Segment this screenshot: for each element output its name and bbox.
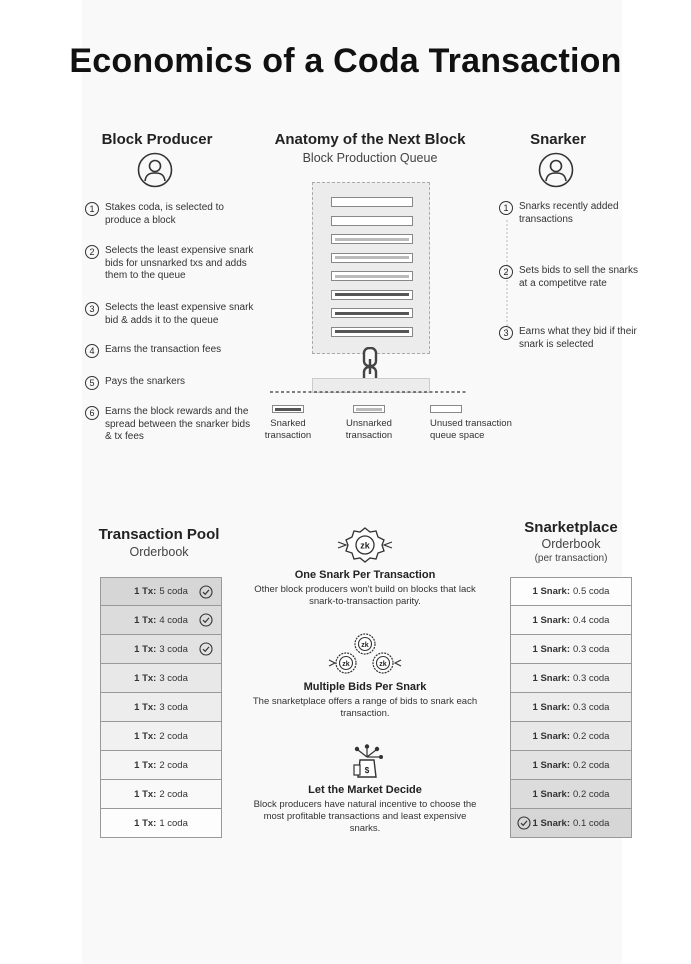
transaction-pool-orderbook	[100, 577, 222, 838]
step-number: 3	[85, 302, 99, 316]
orderbook-row	[510, 722, 632, 751]
block-producer-step	[85, 376, 257, 390]
transaction-pool-subtitle: Orderbook	[129, 545, 189, 559]
queue-slot-unsnarked	[331, 271, 413, 281]
queue-slot-snarked	[331, 290, 413, 300]
zk-label: zk	[360, 540, 370, 551]
queue-slot-fill	[335, 256, 409, 259]
step-text: Pays the snarkers	[105, 376, 186, 387]
legend-snarked-swatch	[272, 405, 304, 413]
snarker-step	[499, 265, 649, 290]
row-label: 1 Snark:	[532, 759, 571, 771]
zk-label: zk	[379, 661, 387, 668]
anatomy-subtitle: Block Production Queue	[302, 151, 438, 165]
step-number: 2	[85, 245, 99, 259]
step-text: Earns what they bid if their snark is selected	[519, 326, 637, 350]
zk-label: zk	[342, 661, 350, 668]
row-label: 1 Tx:	[134, 701, 157, 713]
orderbook-row	[510, 780, 632, 809]
snarketplace-title: Snarketplace	[524, 519, 618, 536]
feature-one-snark-title: One Snark Per Transaction	[294, 569, 436, 581]
row-value: 0.4 coda	[573, 614, 610, 626]
orderbook-row	[100, 635, 222, 664]
queue-slot-unused	[331, 197, 413, 207]
row-label: 1 Snark:	[532, 817, 571, 829]
snarker-step	[499, 201, 649, 226]
row-value: 1 coda	[159, 817, 188, 829]
block-producer-step	[85, 406, 257, 444]
orderbook-row	[100, 722, 222, 751]
block-producer-step	[85, 245, 257, 283]
orderbook-row	[100, 693, 222, 722]
row-value: 0.2 coda	[573, 759, 610, 771]
svg-text:$: $	[364, 766, 370, 775]
step-number: 6	[85, 406, 99, 420]
step-number: 4	[85, 344, 99, 358]
feature-market-decide-text: Block producers have natural incentive to choose the most profitable transactions and least expensive snarks.	[253, 799, 477, 834]
row-label: 1 Tx:	[134, 817, 157, 829]
block-producer-step	[85, 302, 257, 327]
feature-multiple-bids-title: Multiple Bids Per Snark	[303, 681, 427, 693]
row-value: 2 coda	[159, 788, 188, 800]
row-label: 1 Tx:	[134, 643, 157, 655]
queue-slot-snarked	[331, 308, 413, 318]
row-label: 1 Snark:	[532, 672, 571, 684]
orderbook-row	[100, 606, 222, 635]
orderbook-row	[510, 577, 632, 606]
step-text: Snarks recently added transactions	[519, 201, 619, 225]
anatomy-title: Anatomy of the Next Block	[274, 131, 466, 148]
block-producer-avatar-icon	[137, 152, 173, 188]
orderbook-row	[510, 606, 632, 635]
legend-unsnarked-label: Unsnarked transaction	[345, 418, 393, 441]
selected-check-icon	[199, 613, 213, 627]
row-label: 1 Tx:	[134, 672, 157, 684]
queue-slot-unused	[331, 216, 413, 226]
legend-unused-label: Unused transaction queue space	[430, 418, 512, 441]
zk-badge-icon	[336, 526, 394, 564]
row-value: 0.3 coda	[573, 701, 610, 713]
selected-check-icon	[517, 816, 531, 830]
step-text: Selects the least expensive snark bid & adds it to the queue	[105, 302, 254, 326]
step-text: Earns the transaction fees	[105, 344, 222, 355]
step-number: 3	[499, 326, 513, 340]
row-value: 0.1 coda	[573, 817, 610, 829]
selected-check-icon	[199, 642, 213, 656]
step-number: 5	[85, 376, 99, 390]
row-value: 3 coda	[159, 643, 188, 655]
block-producer-step	[85, 202, 257, 227]
legend-unsnarked-swatch	[353, 405, 385, 413]
row-label: 1 Snark:	[532, 643, 571, 655]
block-production-queue	[312, 182, 430, 354]
row-value: 0.2 coda	[573, 788, 610, 800]
row-label: 1 Snark:	[532, 614, 571, 626]
orderbook-row	[510, 635, 632, 664]
orderbook-row	[510, 693, 632, 722]
row-label: 1 Tx:	[134, 788, 157, 800]
transaction-pool-title: Transaction Pool	[98, 526, 220, 543]
row-label: 1 Snark:	[532, 701, 571, 713]
feature-market-decide-title: Let the Market Decide	[308, 784, 422, 796]
page-title: Economics of a Coda Transaction	[69, 42, 622, 80]
row-value: 5 coda	[159, 586, 188, 597]
row-value: 2 coda	[159, 730, 188, 742]
legend-snarked-label: Snarked transaction	[264, 418, 312, 441]
row-label: 1 Snark:	[532, 788, 571, 800]
row-label: 1 Tx:	[134, 614, 157, 626]
step-number: 2	[499, 265, 513, 279]
orderbook-row	[510, 751, 632, 780]
market-bag-icon	[350, 743, 384, 779]
row-label: 1 Tx:	[134, 586, 157, 597]
step-text: Sets bids to sell the snarks at a competitve rate	[519, 265, 638, 289]
row-label: 1 Tx:	[134, 730, 157, 742]
row-value: 0.5 coda	[573, 586, 610, 597]
queue-slot-fill	[335, 238, 409, 241]
row-label: 1 Tx:	[134, 759, 157, 771]
orderbook-row	[100, 780, 222, 809]
snarketplace-note: (per transaction)	[534, 553, 608, 564]
snarker-title: Snarker	[530, 131, 586, 148]
orderbook-row	[100, 664, 222, 693]
row-label: 1 Snark:	[532, 730, 571, 742]
orderbook-row	[100, 809, 222, 838]
orderbook-row	[100, 751, 222, 780]
row-value: 0.3 coda	[573, 672, 610, 684]
block-producer-title: Block Producer	[101, 131, 213, 148]
row-value: 3 coda	[159, 701, 188, 713]
step-text: Earns the block rewards and the spread between the snarker bids & tx fees	[105, 406, 251, 442]
feature-one-snark-text: Other block producers won't build on blocks that lack snark-to-transaction parity.	[254, 584, 476, 607]
row-value: 3 coda	[159, 672, 188, 684]
legend-unused-swatch	[430, 405, 462, 413]
queue-slot-snarked	[331, 327, 413, 337]
step-number: 1	[499, 201, 513, 215]
queue-slot-fill	[335, 275, 409, 278]
snarker-avatar-icon	[538, 152, 574, 188]
row-value: 2 coda	[159, 759, 188, 771]
queue-slot-fill	[335, 330, 409, 333]
snarketplace-orderbook	[510, 577, 632, 838]
zk-label: zk	[361, 642, 369, 649]
row-value: 0.3 coda	[573, 643, 610, 655]
step-number: 1	[85, 202, 99, 216]
zk-badges-cluster-icon	[327, 630, 403, 680]
queue-slot-fill	[335, 312, 409, 315]
row-value: 0.2 coda	[573, 730, 610, 742]
queue-divider-line	[270, 390, 468, 394]
snarketplace-subtitle: Orderbook	[541, 537, 601, 551]
orderbook-row	[510, 664, 632, 693]
orderbook-row	[510, 809, 632, 838]
row-value: 4 coda	[159, 614, 188, 626]
feature-multiple-bids-text: The snarketplace offers a range of bids to snark each transaction.	[252, 696, 478, 719]
selected-check-icon	[199, 585, 213, 599]
row-label: 1 Snark:	[532, 586, 571, 597]
queue-slot-unsnarked	[331, 234, 413, 244]
block-producer-step	[85, 344, 257, 358]
step-text: Stakes coda, is selected to produce a block	[105, 202, 224, 226]
step-text: Selects the least expensive snark bids for unsnarked txs and adds them to the queue	[105, 245, 254, 281]
snarker-step	[499, 326, 649, 351]
orderbook-row	[100, 577, 222, 606]
queue-slot-fill	[335, 293, 409, 296]
queue-slot-unsnarked	[331, 253, 413, 263]
